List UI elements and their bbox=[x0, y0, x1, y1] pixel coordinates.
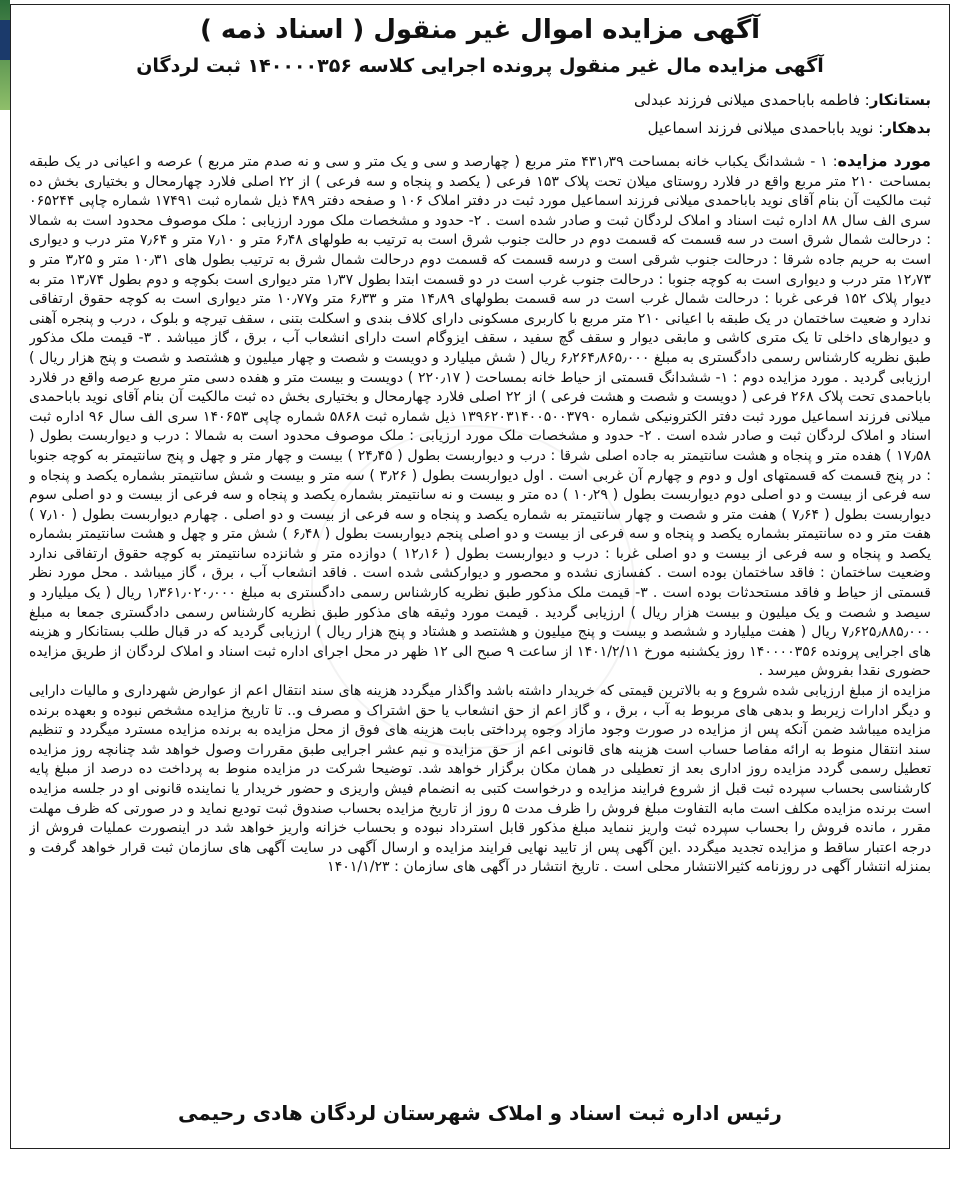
creditor-value: : فاطمه باباحمدی میلانی فرزند عبدلی bbox=[634, 91, 870, 109]
notice-subtitle: آگهی مزایده مال غیر منقول پرونده اجرایی کلاسه ۱۴۰۰۰۰۳۵۶ ثبت لردگان bbox=[136, 55, 824, 77]
body-first-text: : ۱ - ششدانگ یکباب خانه بمساحت ۴۳۱٫۳۹ متر مربع ( چهارصد و سی و یک متر و سی و نه صدم متر مربع ) عرصه و اعیانی در یک طبقه بمساحت ۲۱۰ متر مربع واقع در فلارد روستای میلان تحت پلاک ۱۵۳ فرعی ( یکصد و پنجاه و سه فرعی ) از ۲۲ اصلی فلارد چهارمحال و بختیاری بخش ده ثبت مالکیت آن بنام آقای نوید باباحمدی میلانی فرزند اسماعیل مورد ثبت در دفتر املاک ۱۰۶ و صفحه دفتر ۴۸۹ ذیل شماره ثبت ۱۷۴۹۱ شماره چاپی ۰۶۵۲۴۴ سری الف سال ۸۸ اداره ثبت اسناد و املاک لردگان ثبت و صادر شده است . ۲- حدود و مشخصات ملک مورد ارزیابی : ملک موصوف محدود است به شمالا : درحالت شمال شرق است در سه قسمت که قسمت دوم در حالت جنوب شرق است به ترتیب به طولهای ۶٫۴۸ متر و ۷٫۱۰ متر و ۷٫۶۴ متر درب و دیواری است به حریم جاده شرقا : درحالت جنوب شرقی است و درسه قسمت که قسمت دوم درحالت شمال شرق به ترتیب بطول های ۱۰٫۳۱ متر و ۳٫۲۵ متر و ۱۲٫۷۳ متر درب و دیواری است به کوچه جنوبا : درحالت جنوب غرب است در دو قسمت ابتدا بطول ۱٫۳۷ متر دیواری است بکوچه و دوم بطول ۱۳٫۷۴ متر به دیوار پلاک ۱۵۲ فرعی غربا : درحالت شمال غرب است در سه قسمت بطولهای ۱۴٫۸۹ متر و ۶٫۳۳ متر و۱۰٫۷۷ متر دیواری است به کوچه حقوق ارتفاقی ندارد و ضعیت ساختمان در یک طبقه با اعیانی ۲۱۰ متر مربع با کاربری مسکونی دارای کلاف بندی و اسکلت بتنی ، سقف تیرچه و بلوک ، درب و پنجره آهنی و دیوارهای داخلی تا یک متری کاشی و مابقی دیوار و سقف گچ سفید ، سقف ایزوگام است دارای انشعاب آب ، برق ، گاز میباشد . ۳- قیمت ملک مذکور طبق نظریه کارشناس رسمی دادگستری به مبلغ ۶٫۲۶۴٫۸۶۵٫۰۰۰ ریال ( شش میلیارد و دویست و شصت و چهار میلیون و هشتصد و شصت و پنج هزار ریال ) ارزیابی گردید . مورد مزایده دوم : ۱- ششدانگ قسمتی از حیاط خانه بمساحت ( ۲۲۰٫۱۷ ) دویست و بیست متر و هفده دسی متر مربع عرصه واقع در فلارد باباحمدی تحت پلاک ۲۶۸ فرعی ( دویست و شصت و هشت فرعی ) از ۲۲ اصلی فلارد چهارمحال و بختیاری بخش ده ثبت مالکیت آن بنام آقای نوید باباحمدی میلانی فرزند اسماعیل مورد ثبت دفتر الکترونیکی شماره ۱۳۹۶۲۰۳۱۴۰۰۵۰۰۳۷۹۰ ذیل شماره ثبت ۵۸۶۸ شماره چاپی ۱۴۰۶۵۳ سری الف سال ۹۶ اداره ثبت اسناد و املاک لردگان ثبت و صادر شده است . ۲- حدود و مشخصات ملک مورد ارزیابی : ملک موصوف محدود است به شمالا : درب و دیواربست بطول ( ۱۷٫۵۸ ) هفده متر و پنجاه و هشت سانتیمتر به جاده اصلی شرقا : درب و دیواربست بطول ( ۲۴٫۴۵ ) بیست و چهار متر و چهل و پنج سانتیمتر به کوچه جنوبا : در پنج قسمت که قسمتهای اول و دوم و چهارم آن غربی است . اول دیواربست بطول ( ۳٫۲۶ ) سه متر و بیست و شش سانتیمتر بشماره یکصد و پنجاه و سه فرعی از بیست و دو اصلی دوم دیواربست بطول ( ۱۰٫۲۹ ) ده متر و بیست و نه سانتیمتر بشماره یکصد و پنجاه و سه فرعی از بیست و دو اصلی سوم دیواربست بطول ( ۷٫۶۴ ) هفت متر و شصت و چهار سانتیمتر به شماره یکصد و پنجاه و سه فرعی از بیست و دو اصلی . چهارم دیواربست بطول ( ۷٫۱۰ ) هفت متر و ده سانتیمتر بشماره یکصد و پنجاه و سه فرعی از بیست و دو اصلی پنجم دیواربست بطول ( ۶٫۴۸ ) شش متر و چهل و هشت سانتیمتر بشماره یکصد و پنجاه و سه فرعی از بیست و دو اصلی غربا : درب و دیواربست بطول ( ۱۲٫۱۶ ) دوازده متر و شانزده سانتیمتر به کوچه حقوق ارتفاقی ندارد وضعیت ساختمان : فاقد ساختمان بوده است . کفسازی نشده و محصور و دیوارکشی شده است . فاقد انشعاب آب ، برق ، گاز میباشد . محل مورد نظر قسمتی از حیاط و فاقد مستحدثات بوده است . ۳- قیمت ملک مذکور طبق نظریه کارشناس رسمی دادگستری به مبلغ ۱٫۳۶۱٫۰۲۰٫۰۰۰ ریال ( یک میلیارد و سیصد و شصت و یک میلیون و بیست هزار ریال ) ارزیابی گردید . قیمت مورد وثیقه های مذکور طبق نظریه کارشناس رسمی دادگستری جمعا به مبلغ ۷٫۶۲۵٫۸۸۵٫۰۰۰ ریال ( هفت میلیارد و ششصد و بیست و پنج میلیون و هشتصد و هشتاد و پنج هزار ریال ) ارزیابی گردید که در قبال طلب بستانکار و هزینه های اجرایی پرونده ۱۴۰۰۰۰۳۵۶ روز یکشنبه مورخ ۱۴۰۱/۲/۱۱ از ساعت ۹ صبح الی ۱۲ ظهر در محل اجرای اداره ثبت اسناد و املاک لردگان از طریق مزایده حضوری نقدا بفروش میرسد . bbox=[29, 154, 931, 680]
body-paragraph-second: مزایده از مبلغ ارزیابی شده شروع و به بالاترین قیمتی که خریدار داشته باشد واگذار میگردد هزینه های سند انتقال اعم از عوارض شهرداری و مالیات دارایی و دیگر ادارات زیربط و بدهی های مربوط به آب ، برق ، و گاز اعم از حق انشعاب یا حق اشتراک و مصرف و.. تا تاریخ مزایده مشخص نبوده و بعهده برنده مزایده میباشد ضمن آنکه پس از مزایده در صورت وجود مازاد وجوه پرداختی بابت هزینه های فوق از محل مزایده به برنده مزایده مسترد میگردد و تنظیم سند انتقال منوط به ارائه مفاصا حساب است هزینه های قانونی اعم از حق مزایده و نیم عشر اجرایی طبق مقررات وصول خواهد شد چنانچه روز مزایده تعطیل رسمی گردد مزایده روز اداری بعد از تعطیلی در همان مکان برگزار خواهد شد. توضیحا شرکت در مزایده منوط به پرداخت ده درصد از مبلغ پایه کارشناسی بحساب سپرده ثبت قبل از شروع فرایند مزایده و درخواست کتبی به انضمام فیش واریزی و حضور خریدار یا نماینده قانونی او در جلسه مزایده است برنده مزایده مکلف است مابه التفاوت مبلغ فروش را ظرف مدت ۵ روز از تاریخ مزایده بحساب صندوق ثبت تودیع نماید و در صورتی که ظرف مهلت مقرر ، مانده فروش را بحساب سپرده ثبت واریز ننماید مبلغ مذکور قابل استرداد نبوده و بحساب خزانه واریز خواهد شد در اینصورت عملیات فروش از درجه اعتبار ساقط و مزایده تجدید میگردد .این آگهی پس از تایید نهایی فرایند مزایده و ارسال آگهی در سایت آگهی های سازمان ثبت قرار خواهد گرفت و بمنزله انتشار آگهی در روزنامه کثیرالانتشار محلی است . تاریخ انتشار در آگهی های سازمان : ۱۴۰۱/۱/۲۳ bbox=[29, 683, 931, 876]
body-paragraph-first bbox=[29, 151, 931, 682]
debtor-value: : نوید باباحمدی میلانی فرزند اسماعیل bbox=[647, 119, 884, 137]
notice-title: آگهی مزایده اموال غیر منقول ( اسناد ذمه ) bbox=[199, 15, 760, 45]
notice-frame bbox=[10, 4, 950, 1149]
subject-label: مورد مزایده bbox=[837, 151, 931, 170]
signature-line: رئیس اداره ثبت اسناد و املاک شهرستان لردگان هادی رحیمی bbox=[178, 1101, 782, 1125]
creditor-label: بستانکار bbox=[869, 91, 931, 109]
debtor-label: بدهکار bbox=[883, 119, 931, 137]
creditor-line bbox=[634, 91, 931, 109]
notice-body bbox=[29, 151, 931, 1031]
debtor-line bbox=[648, 119, 931, 137]
